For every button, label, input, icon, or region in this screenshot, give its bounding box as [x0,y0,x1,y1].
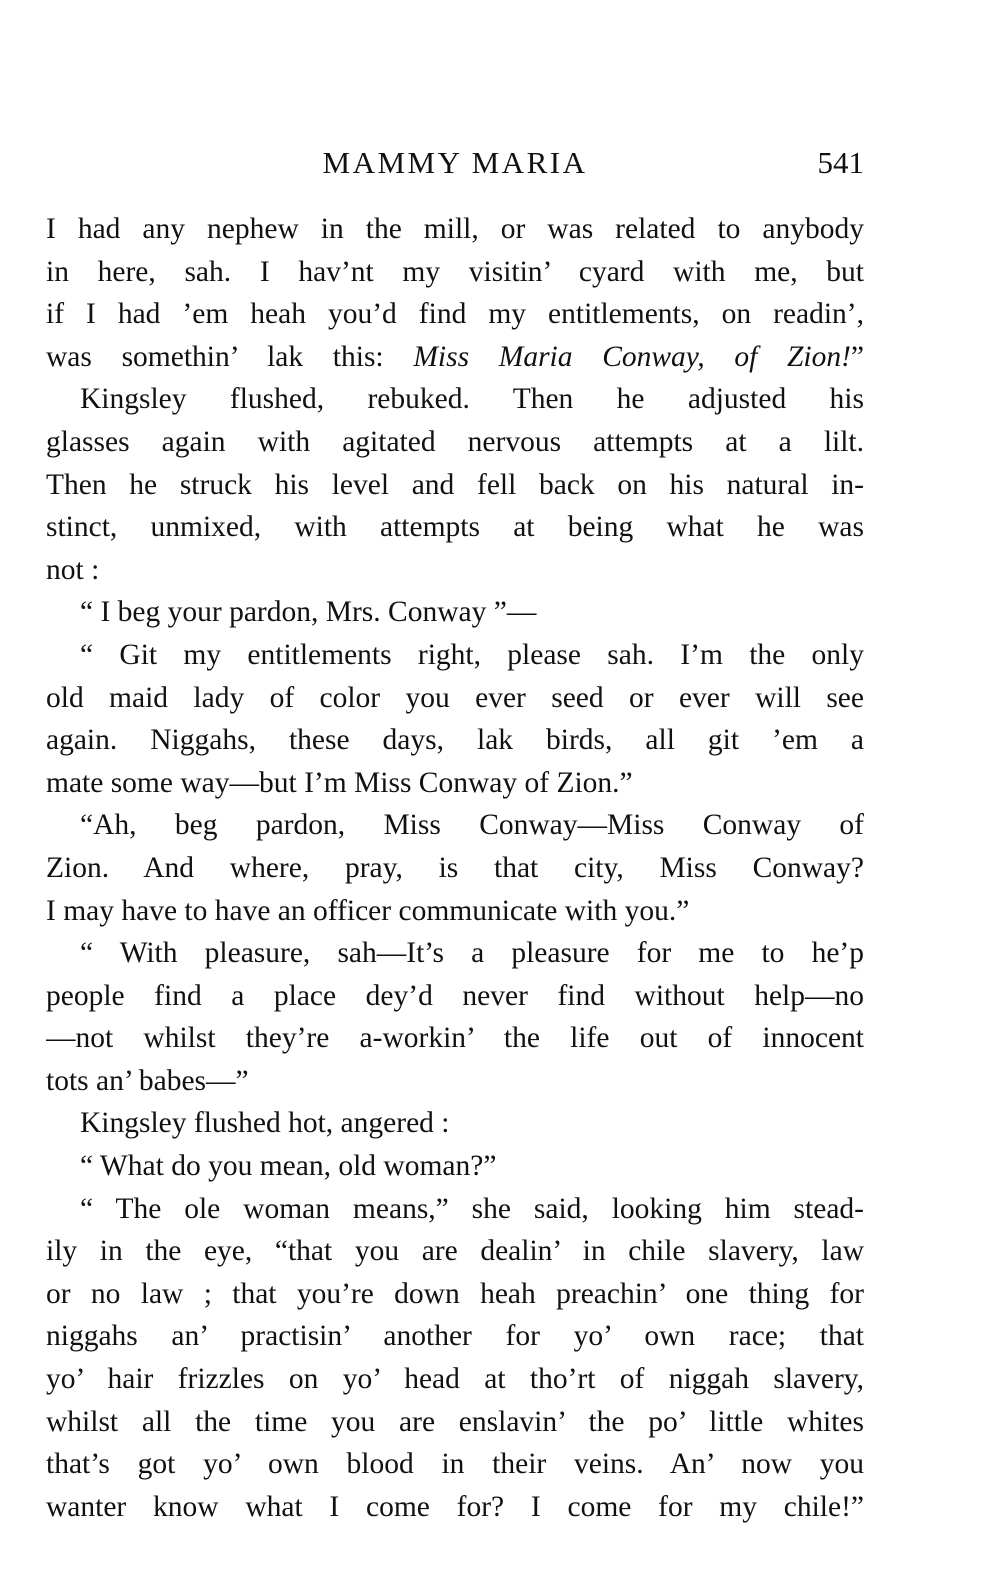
text-line: glasses again with agitated nervous attempts at a lilt. [46,425,864,458]
running-title: MAMMY MARIA [322,145,588,180]
text-line: “ Git my entitlements right, please sah. I’m the only [80,638,864,671]
text-line: whilst all the time you are enslavin’ the po’ little whites [46,1405,864,1438]
text-line: “ With pleasure, sah—It’s a pleasure for me to he’p [80,937,864,970]
text-line: stinct, unmixed, with attempts at being what he was [46,511,864,544]
text-line: tots an’ babes—” [46,1064,249,1097]
body-text [46,208,864,1528]
text-line: Then he struck his level and fell back on his natural in- [46,468,864,501]
text-line: in here, sah. I hav’nt my visitin’ cyard with me, but [46,255,864,288]
text-line: “ What do you mean, old woman?” [80,1150,497,1183]
text-line: Kingsley flushed hot, angered : [80,1107,450,1140]
text-line: wanter know what I come for? I come for my chile!” [46,1490,864,1523]
text-line: mate some way—but I’m Miss Conway of Zion.” [46,766,633,799]
text-fragment: was somethin’ lak this: [46,340,384,373]
text-line: I may have to have an officer communicate with you.” [46,894,690,927]
text-line: old maid lady of color you ever seed or ever will see [46,681,864,714]
text-line: “ I beg your pardon, Mrs. Conway ”— [80,596,537,629]
text-line: ily in the eye, “that you are dealin’ in chile slavery, law [46,1235,864,1268]
text-line: again. Niggahs, these days, lak birds, all git ’em a [46,724,864,757]
text-line: or no law ; that you’re down heah preachin’ one thing for [46,1277,864,1310]
text-line [46,336,864,379]
text-line: if I had ’em heah you’d find my entitlements, on readin’, [46,298,864,331]
text-line: yo’ hair frizzles on yo’ head at tho’rt of niggah slavery, [46,1363,864,1396]
text-line: I had any nephew in the mill, or was related to anybody [46,213,864,245]
text-line: people find a place dey’d never find without help—no [46,979,864,1012]
text-line: Kingsley flushed, rebuked. Then he adjusted his [80,383,864,416]
text-line: “ The ole woman means,” she said, looking him stead- [80,1192,864,1225]
text-line: niggahs an’ practisin’ another for yo’ own race; that [46,1320,864,1353]
text-line: “Ah, beg pardon, Miss Conway—Miss Conway of [80,809,864,842]
text-line: Zion. And where, pray, is that city, Miss Conway? [46,851,864,884]
running-head [46,143,864,183]
italic-name: Miss Maria Conway, of Zion! [413,340,851,373]
page-number: 541 [817,145,864,180]
text-line: that’s got yo’ own blood in their veins. An’ now you [46,1448,864,1481]
text-line: not : [46,553,100,586]
text-line: —not whilst they’re a-workin’ the life out of innocent [46,1022,864,1055]
closing-quote: ” [850,340,864,373]
